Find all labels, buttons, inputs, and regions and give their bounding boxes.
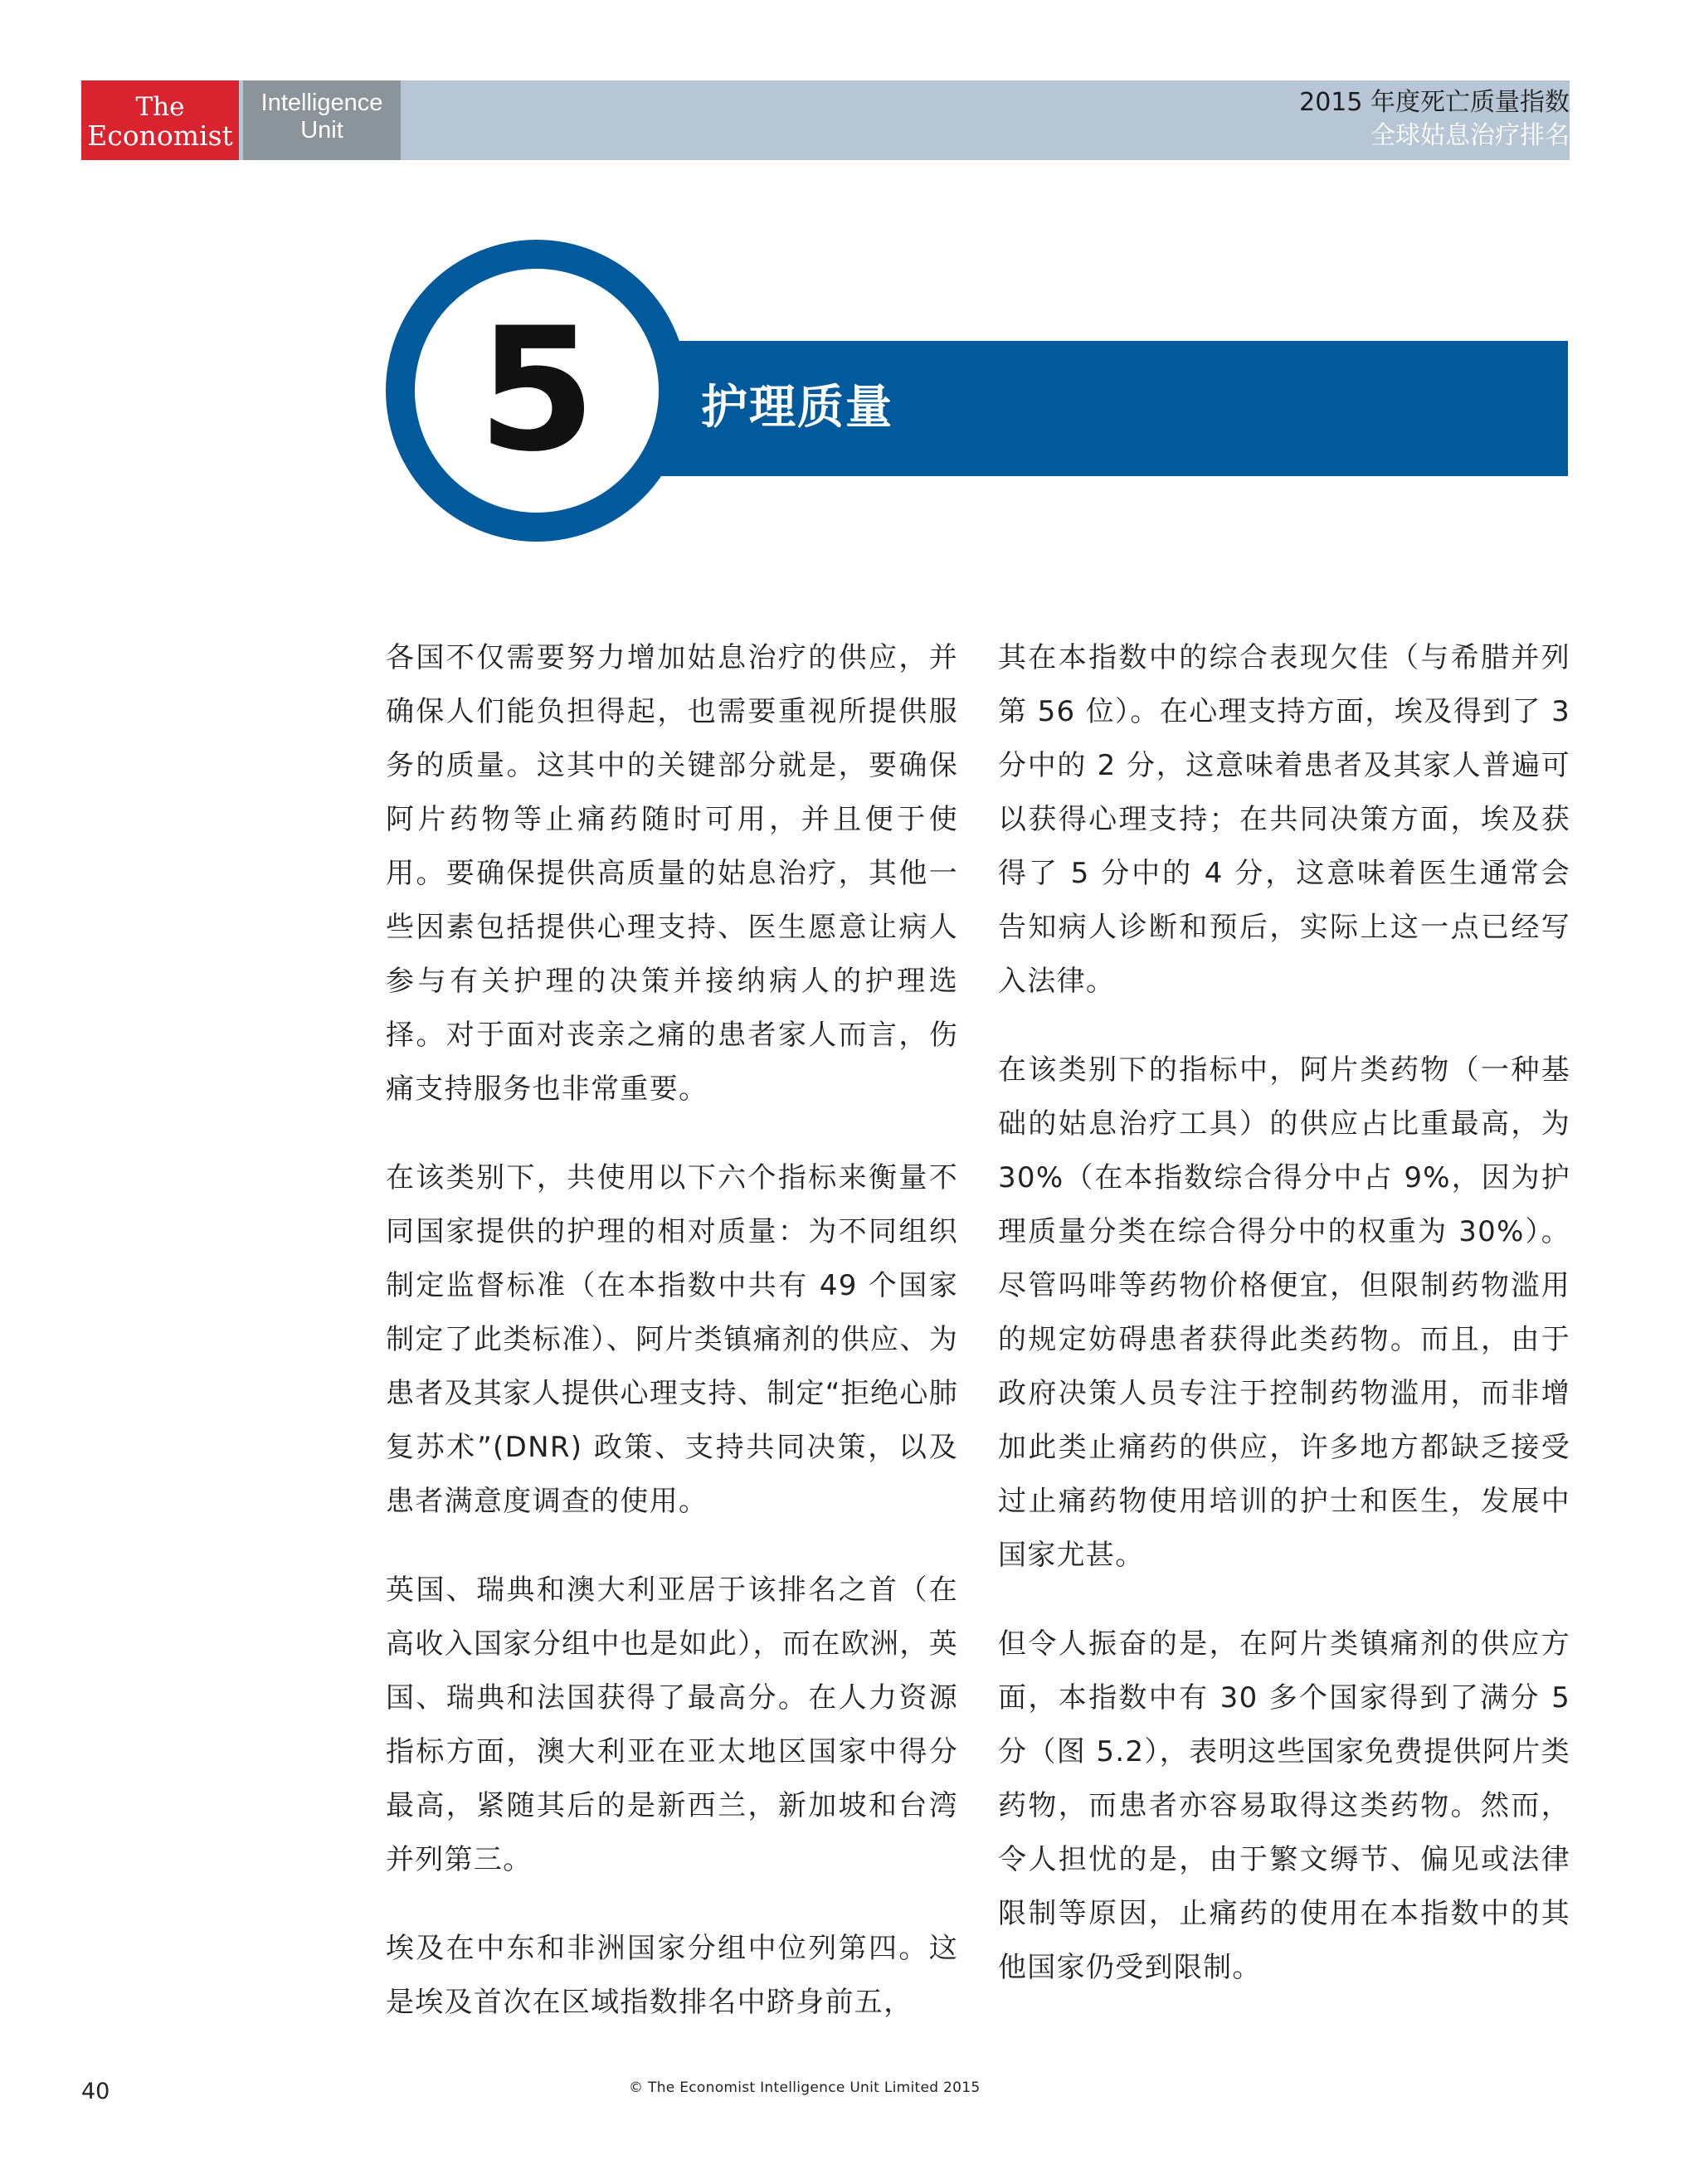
- logo-the-text: The: [135, 92, 185, 122]
- page-number: 40: [81, 2079, 110, 2104]
- paragraph: 英国、瑞典和澳大利亚居于该排名之首（在高收入国家分组中也是如此），而在欧洲，英国、瑞典和法国获得了最高分。在人力资源指标方面，澳大利亚在亚太地区国家中得分最高，紧随其后的是新西兰，新加坡和台湾并列第三。: [386, 1574, 958, 1876]
- body-column-left: [386, 631, 958, 2065]
- logo-economist-text: Economist: [87, 119, 233, 152]
- body-column-right: [998, 631, 1570, 2030]
- paragraph: 各国不仅需要努力增加姑息治疗的供应，并确保人们能负担得起，也需要重视所提供服务的质量。这其中的关键部分就是，要确保阿片药物等止痛药随时可用，并且便于使用。要确保提供高质量的姑息治疗，其他一些因素包括提供心理支持、医生愿意让病人参与有关护理的决策并接纳病人的护理选择。对于面对丧亲之痛的患者家人而言，伤痛支持服务也非常重要。: [386, 641, 958, 1106]
- economist-logo[interactable]: [81, 80, 239, 160]
- paragraph: 但令人振奋的是，在阿片类镇痛剂的供应方面，本指数中有 30 多个国家得到了满分 5 分（图 5.2），表明这些国家免费提供阿片类药物，而患者亦容易取得这类药物。然而，令人担忧的是，由于繁文缛节、偏见或法律限制等原因，止痛药的使用在本指数中的其他国家仍受到限制。: [998, 1627, 1570, 1984]
- intelligence-unit-logo[interactable]: [243, 80, 401, 160]
- paragraph: 在该类别下的指标中，阿片类药物（一种基础的姑息治疗工具）的供应占比重最高，为 30%（在本指数综合得分中占 9%，因为护理质量分类在综合得分中的权重为 30%）。尽管吗啡等药物价格便宜，但限制药物滥用的规定妨碍患者获得此类药物。而且，由于政府决策人员专注于控制药物滥用，而非增加此类止痛药的供应，许多地方都缺乏接受过止痛药物使用培训的护士和医生，发展中国家尤甚。: [998, 1053, 1570, 1572]
- paragraph: 埃及在中东和非洲国家分组中位列第四。这是埃及首次在区域指数排名中跻身前五，: [386, 1932, 958, 2019]
- report-header: [1299, 86, 1570, 153]
- logo-intelligence-text: Intelligence: [260, 90, 383, 116]
- paragraph: 在该类别下，共使用以下六个指标来衡量不同国家提供的护理的相对质量：为不同组织制定监督标准（在本指数中共有 49 个国家制定了此类标准）、阿片类镇痛剂的供应、为患者及其家人提供心理支持、制定“拒绝心肺复苏术”(DNR) 政策、支持共同决策，以及患者满意度调查的使用。: [386, 1161, 958, 1518]
- paragraph: 其在本指数中的综合表现欠佳（与希腊并列第 56 位）。在心理支持方面，埃及得到了 3 分中的 2 分，这意味着患者及其家人普遍可以获得心理支持；在共同决策方面，埃及获得了 5 分中的 4 分，这意味着医生通常会告知病人诊断和预后，实际上这一点已经写入法律。: [998, 641, 1570, 998]
- copyright-notice: © The Economist Intelligence Unit Limited 2015: [629, 2079, 981, 2096]
- logo-unit-text: Unit: [300, 117, 343, 143]
- report-subtitle: 全球姑息治疗排名: [1370, 121, 1570, 150]
- chapter-title: 护理质量: [701, 381, 893, 435]
- chapter-number: 5: [477, 291, 596, 489]
- report-title: 2015 年度死亡质量指数: [1299, 88, 1570, 117]
